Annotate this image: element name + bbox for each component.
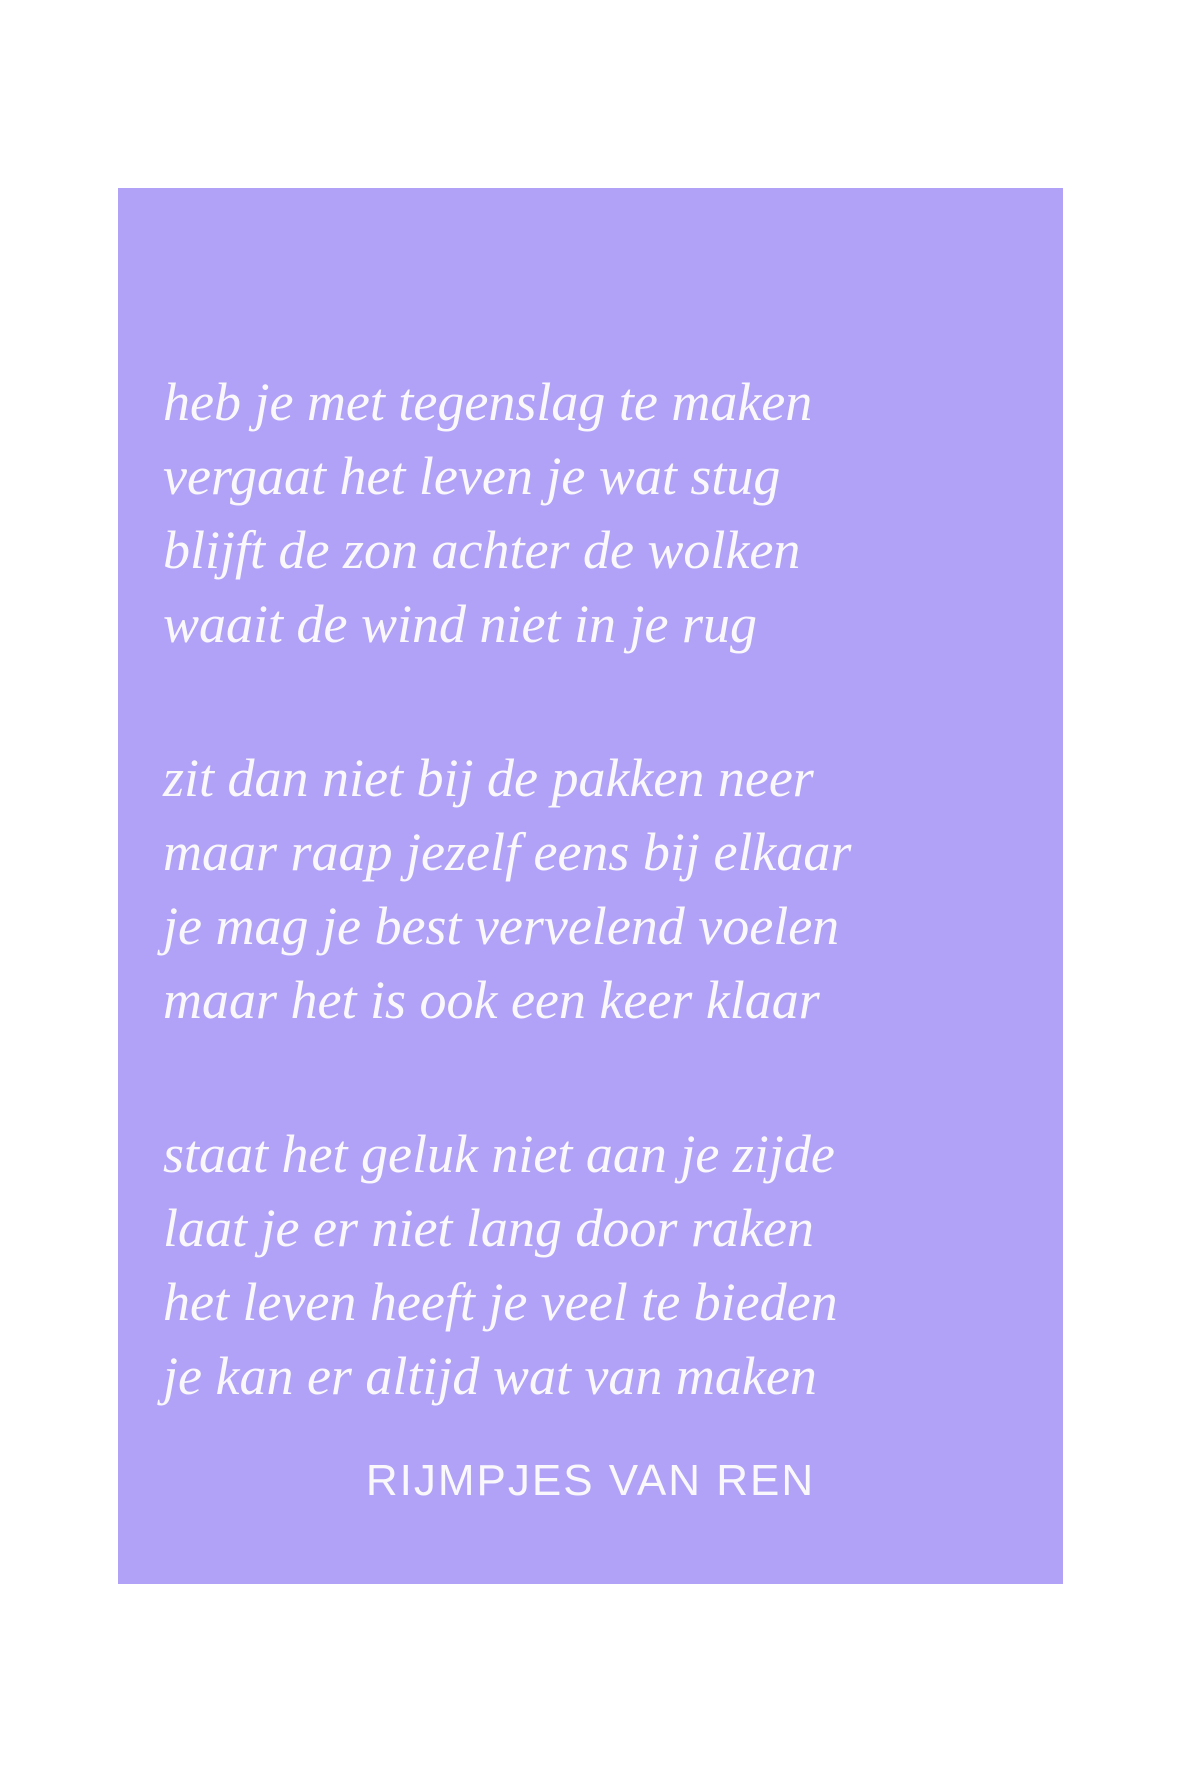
poem-stanza-3 (163, 1117, 1033, 1413)
poem-line: blijft de zon achter de wolken (163, 520, 801, 580)
poem-card (118, 188, 1063, 1584)
poem-stanza-1 (163, 365, 1033, 661)
poem-line: het leven heeft je veel te bieden (163, 1272, 838, 1332)
poem-stanza-2 (163, 741, 1033, 1037)
poem-text (118, 188, 1063, 1413)
poem-line: maar raap jezelf eens bij elkaar (163, 822, 852, 882)
poem-line: vergaat het leven je wat stug (163, 446, 781, 506)
poem-line: je kan er altijd wat van maken (163, 1346, 817, 1406)
poem-line: waait de wind niet in je rug (163, 594, 757, 654)
poem-line: staat het geluk niet aan je zijde (163, 1124, 835, 1184)
author-tagline: RIJMPJES VAN REN (365, 1456, 816, 1505)
poem-line: laat je er niet lang door raken (163, 1198, 814, 1258)
poem-line: heb je met tegenslag te maken (163, 372, 813, 432)
poem-line: je mag je best vervelend voelen (163, 896, 840, 956)
poem-line: maar het is ook een keer klaar (163, 970, 820, 1030)
poem-line: zit dan niet bij de pakken neer (163, 748, 814, 808)
